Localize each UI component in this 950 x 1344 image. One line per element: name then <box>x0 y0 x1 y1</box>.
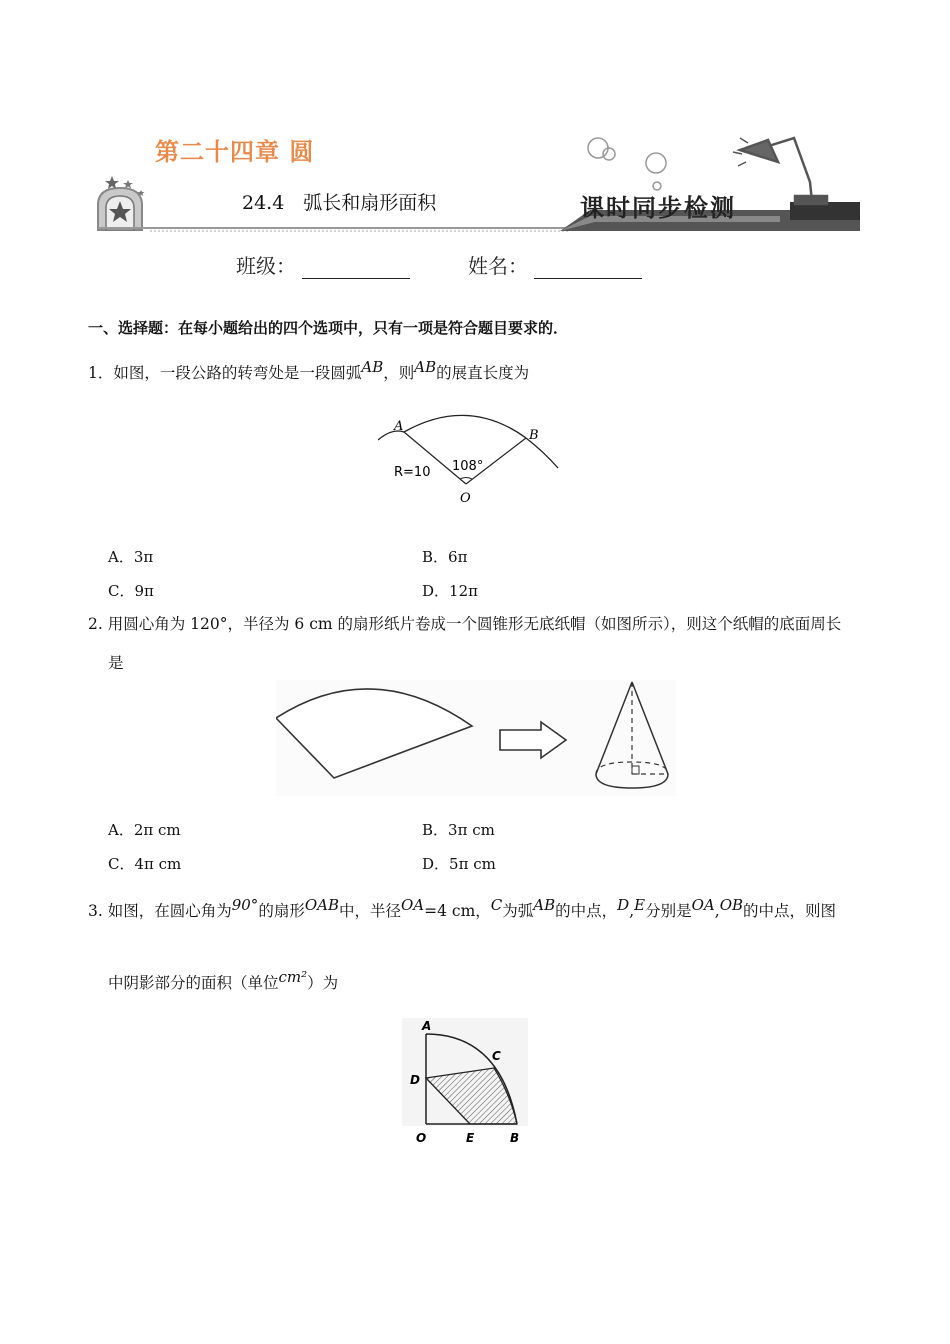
name-field <box>468 250 642 279</box>
arc-label: AB <box>414 358 437 376</box>
bubble-icon <box>588 138 666 190</box>
figure-label-a: A <box>422 1019 432 1033</box>
q1-option-b[interactable]: B．6π <box>422 548 468 566</box>
desk-lamp-icon <box>733 138 827 204</box>
figure-label-b: B <box>510 1131 520 1145</box>
figure-radius-label: R=10 <box>394 465 431 480</box>
question-2-text-cont: 是 <box>108 654 124 672</box>
figure-label-c: C <box>492 1049 501 1063</box>
question-3-figure <box>400 1016 530 1148</box>
name-label: 姓名： <box>468 254 528 278</box>
question-2-figure <box>276 680 676 796</box>
figure-label-e: E <box>466 1131 475 1145</box>
figure-angle-label: 108° <box>452 459 484 474</box>
class-blank[interactable] <box>302 256 410 279</box>
q2-option-b[interactable]: B．3π cm <box>422 821 495 839</box>
q2-option-d[interactable]: D．5π cm <box>422 855 496 873</box>
question-3-text-cont: 中阴影部分的面积（单位cm²）为 <box>108 968 339 992</box>
name-blank[interactable] <box>534 256 642 279</box>
q1-option-d[interactable]: D．12π <box>422 582 478 600</box>
part-heading: 一、选择题：在每小题给出的四个选项中，只有一项是符合题目要求的． <box>88 319 569 337</box>
q2-option-a[interactable]: A．2π cm <box>108 821 181 839</box>
q1-option-c[interactable]: C．9π <box>108 582 154 600</box>
q1-option-a[interactable]: A．3π <box>108 548 154 566</box>
figure-label-d: D <box>410 1073 420 1087</box>
question-1-figure <box>378 412 568 508</box>
question-3-text: 3. 如图，在圆心角为90°的扇形OAB中，半径OA=4 cm，C为弧AB的中点，D,E分别是OA,OB的中点，则图 <box>88 896 837 920</box>
star-badge-icon <box>98 176 145 230</box>
chapter-title: 第二十四章 圆 <box>155 138 315 166</box>
section-title: 24.4 弧长和扇形面积 <box>242 192 437 214</box>
figure-label-o: O <box>416 1131 427 1145</box>
question-2-text: 2. 用圆心角为 120°，半径为 6 cm 的扇形纸片卷成一个圆锥形无底纸帽（如图所示），则这个纸帽的底面周长 <box>88 615 842 633</box>
class-label: 班级： <box>236 254 296 278</box>
header-banner <box>90 110 870 240</box>
q2-option-c[interactable]: C．4π cm <box>108 855 182 873</box>
figure-label-b: B <box>529 428 539 443</box>
class-field <box>236 250 410 279</box>
tagline: 课时同步检测 <box>580 193 736 222</box>
figure-label-o: O <box>460 491 471 506</box>
arc-label: AB <box>361 358 384 376</box>
question-1-text: 1．如图，一段公路的转弯处是一段圆弧AB，则AB的展直长度为 <box>88 358 530 382</box>
figure-label-a: A <box>394 419 404 434</box>
